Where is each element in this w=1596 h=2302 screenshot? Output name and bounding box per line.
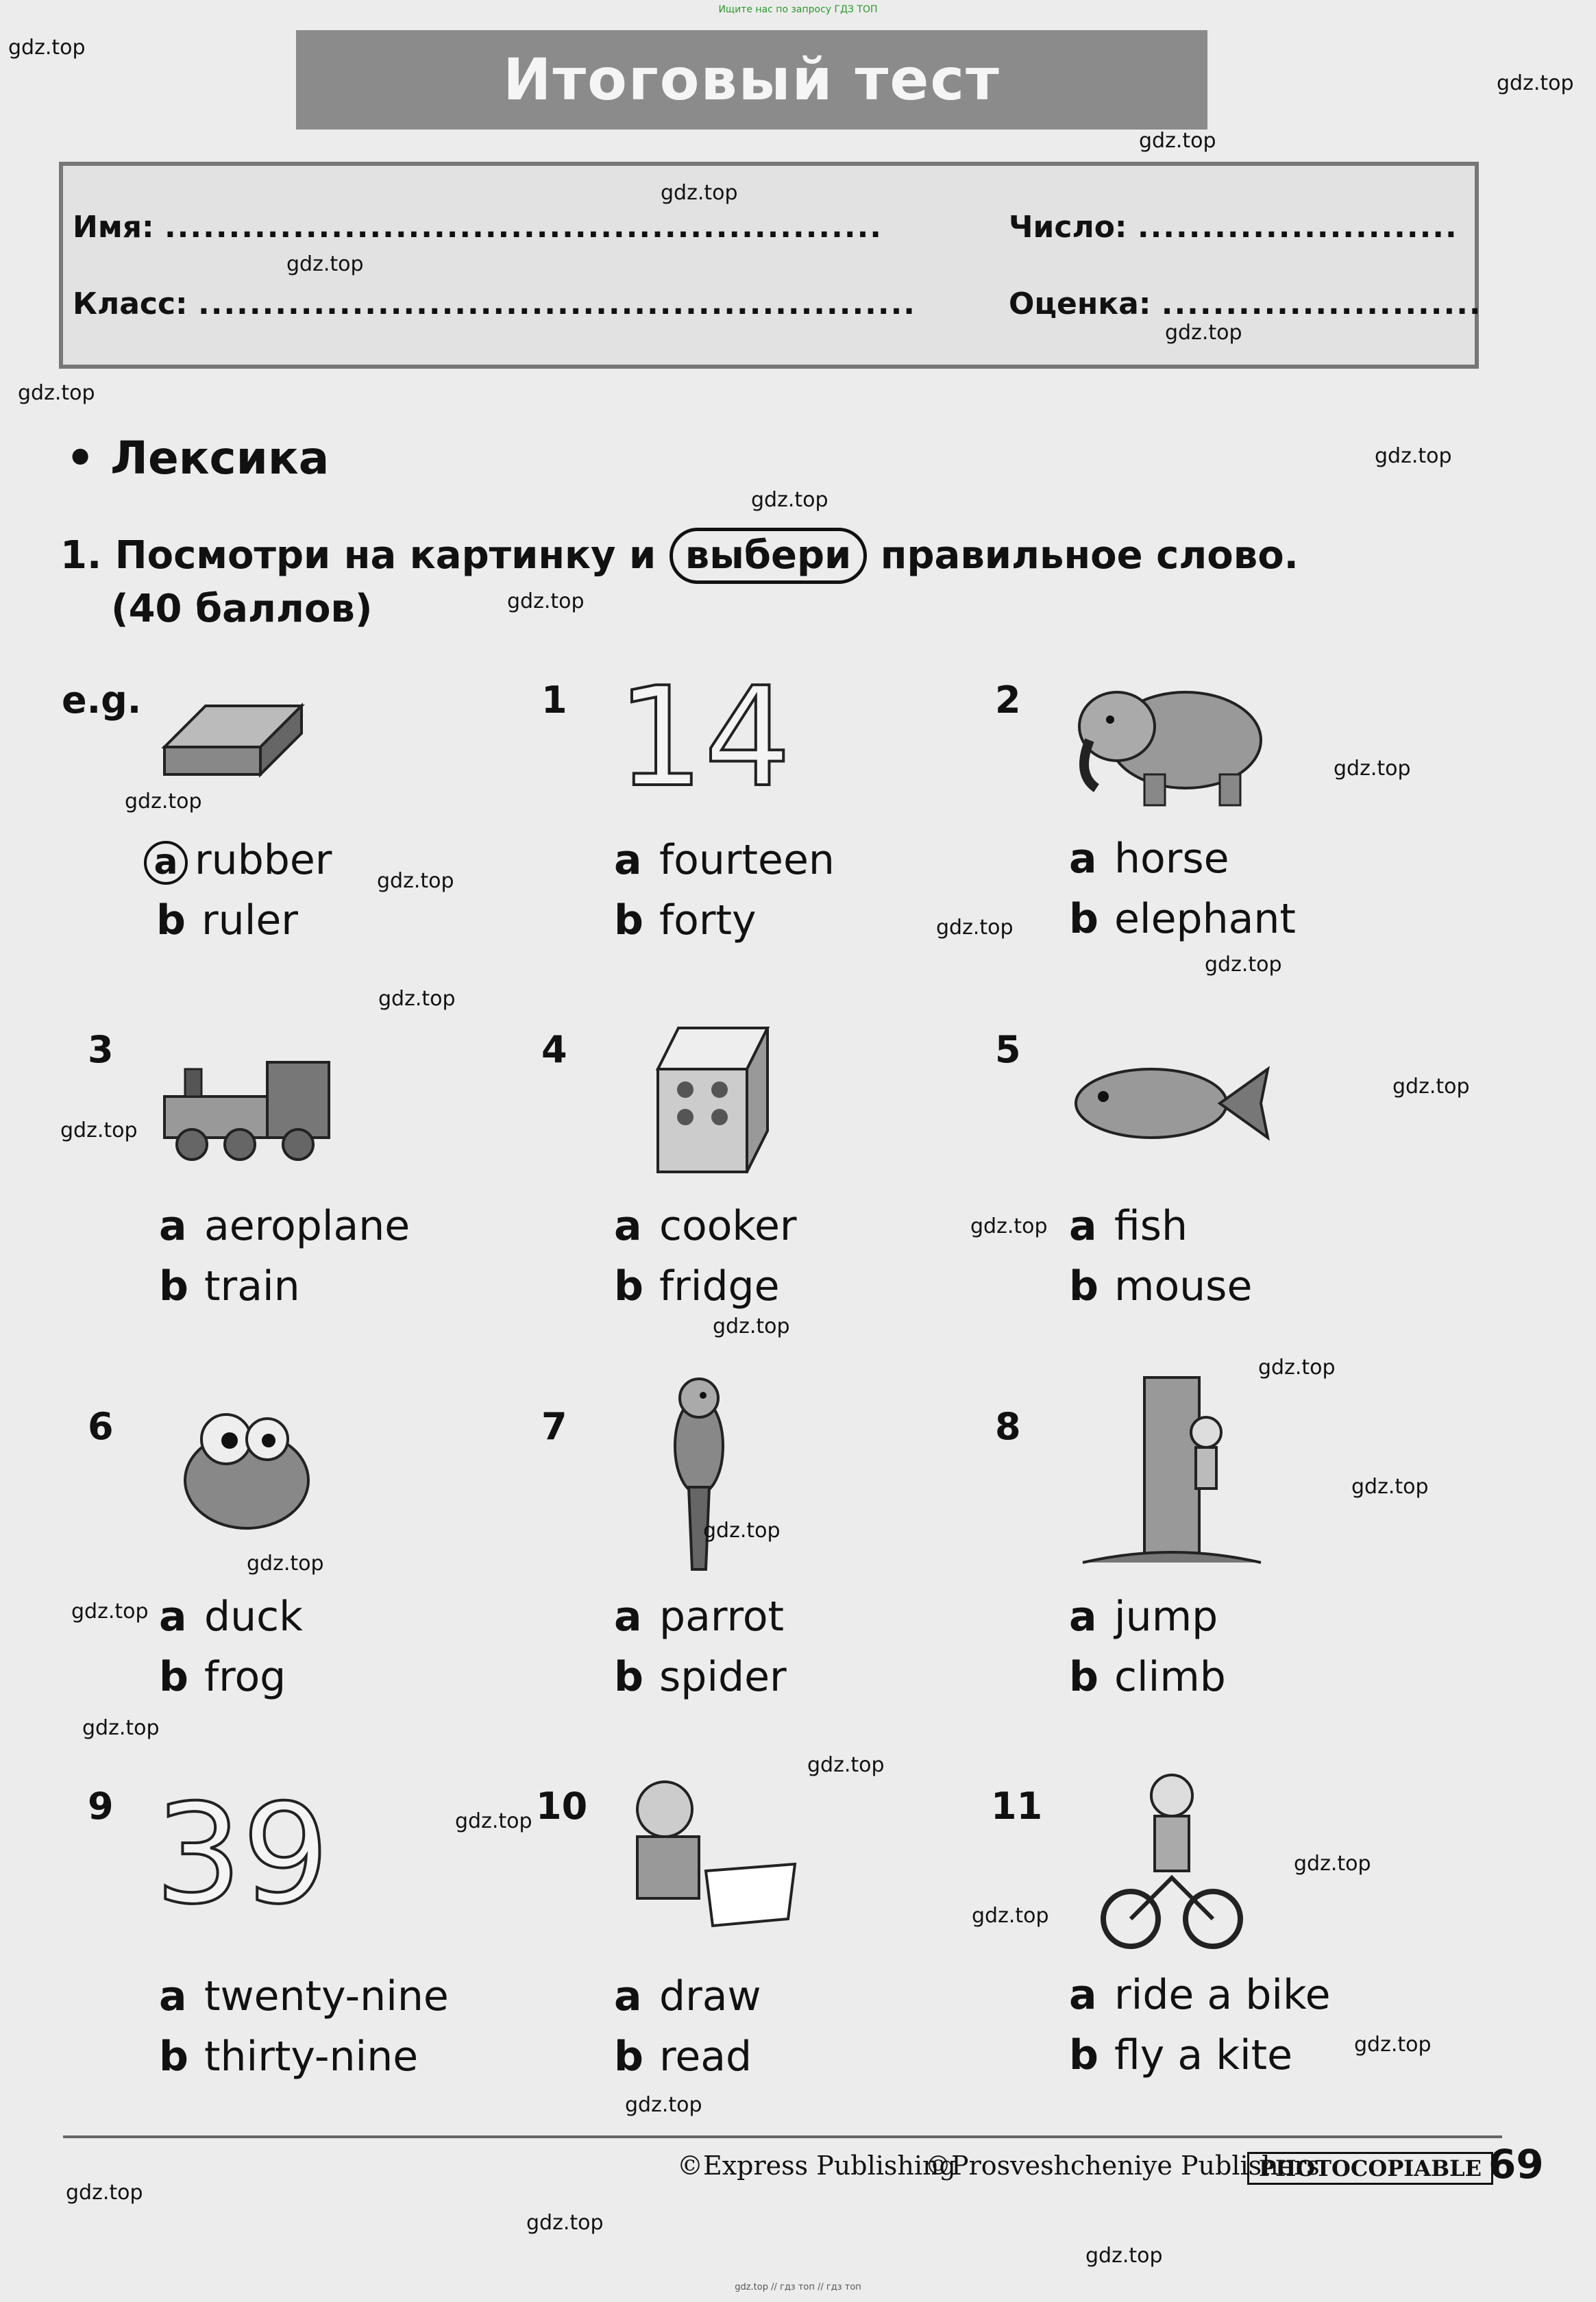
option-b [614, 1653, 787, 1701]
option-letter: b [614, 1262, 643, 1310]
option-letter: a [614, 1972, 642, 2020]
train-icon [151, 1049, 343, 1165]
watermark: gdz.top [1205, 953, 1282, 977]
option-letter: a [614, 1202, 642, 1250]
task-instruction [60, 528, 1299, 584]
option-b [159, 1653, 286, 1701]
option-a [614, 1593, 784, 1641]
option-word: fly a kite [1114, 2031, 1293, 2079]
option-b [614, 1262, 780, 1310]
date-dots: ......................... [1137, 210, 1458, 245]
frog-icon [171, 1398, 329, 1535]
watermark: gdz.top [1354, 2033, 1432, 2057]
top-banner: Ищите нас по запросу ГДЗ ТОП [718, 4, 878, 15]
option-letter: a [159, 1202, 187, 1250]
watermark: gdz.top [936, 916, 1014, 940]
option-b [159, 2033, 418, 2081]
number-image-14: 14 [617, 658, 791, 818]
name-field [73, 210, 883, 245]
page-title: Итоговый тест [296, 30, 1207, 130]
grade-field [1009, 286, 1482, 321]
watermark: gdz.top [703, 1519, 781, 1543]
option-b [614, 896, 757, 944]
parrot-icon [658, 1371, 740, 1576]
option-letter: b [156, 896, 186, 944]
option-b [156, 896, 298, 944]
option-word: thirty-nine [204, 2033, 419, 2081]
task-prefix: 1. Посмотри на картинку и [60, 533, 656, 578]
option-word: fish [1114, 1202, 1188, 1250]
item-number: 7 [541, 1405, 567, 1448]
option-word: parrot [659, 1593, 785, 1641]
option-b [614, 2033, 752, 2081]
option-letter: b [159, 2033, 188, 2081]
option-word: climb [1114, 1653, 1226, 1701]
option-word: spider [659, 1653, 787, 1701]
number-image-39: 39 [155, 1775, 330, 1935]
photocopiable-label: PHOTOCOPIABLE [1247, 2152, 1493, 2185]
option-a [159, 1972, 449, 2020]
option-word: frog [204, 1653, 286, 1701]
option-letter: b [1069, 895, 1098, 943]
option-word: jump [1114, 1593, 1218, 1641]
watermark: gdz.top [507, 589, 585, 613]
bike-girl-icon [1096, 1761, 1247, 1953]
option-letter: b [1069, 2031, 1098, 2079]
watermark: gdz.top [1334, 757, 1411, 781]
date-field [1009, 210, 1458, 245]
elephant-icon [1069, 672, 1268, 809]
watermark: gdz.top [18, 381, 95, 405]
option-letter: b [614, 896, 643, 944]
option-a [159, 1593, 303, 1641]
climbing-girl-icon [1069, 1371, 1275, 1569]
item-number: e.g. [62, 678, 142, 722]
name-dots: ........................................................ [164, 210, 883, 245]
option-letter: b [159, 1262, 188, 1310]
option-letter: a [1069, 1593, 1097, 1641]
bottom-banner: gdz.top // гдз топ // гдз топ [735, 2282, 861, 2292]
option-b [1069, 895, 1296, 943]
option-b [159, 1262, 300, 1310]
option-word: aeroplane [204, 1202, 410, 1250]
item-number: 2 [995, 678, 1021, 722]
item-number: 9 [88, 1785, 114, 1828]
option-word: twenty-nine [204, 1972, 449, 2020]
watermark: gdz.top [1139, 129, 1216, 153]
watermark: gdz.top [125, 789, 202, 813]
watermark: gdz.top [970, 1214, 1048, 1238]
watermark: gdz.top [972, 1904, 1049, 1928]
option-word: train [204, 1262, 300, 1310]
option-letter: a [1069, 1971, 1097, 2019]
watermark: gdz.top [286, 252, 364, 276]
grade-dots: ......................... [1161, 286, 1482, 321]
option-word: duck [204, 1593, 303, 1641]
option-a [144, 836, 332, 885]
option-letter: a [614, 1593, 642, 1641]
footer-divider [63, 2135, 1502, 2138]
publisher-express: ©Express Publishing [677, 2151, 956, 2181]
item-number: 8 [995, 1405, 1021, 1448]
option-word: forty [659, 896, 757, 944]
watermark: gdz.top [807, 1753, 885, 1777]
watermark: gdz.top [60, 1118, 138, 1142]
option-word: horse [1114, 835, 1229, 883]
watermark: gdz.top [378, 987, 456, 1011]
circled-answer: a [144, 841, 188, 885]
option-b [1069, 1653, 1226, 1701]
watermark: gdz.top [1294, 1852, 1371, 1876]
watermark: gdz.top [751, 488, 828, 512]
option-word: mouse [1114, 1262, 1253, 1310]
item-number: 4 [541, 1028, 567, 1071]
option-word: ruler [201, 896, 298, 944]
date-label: Число: [1009, 210, 1127, 245]
grade-label: Оценка: [1009, 286, 1151, 321]
option-a [614, 1202, 797, 1250]
option-letter: a [1069, 835, 1097, 883]
option-letter: b [614, 2033, 643, 2081]
task-points: (40 баллов) [111, 587, 373, 631]
option-a [1069, 835, 1229, 883]
task-suffix: правильное слово. [880, 533, 1299, 578]
section-title: • Лексика [66, 432, 330, 485]
cooker-icon [651, 1021, 774, 1179]
item-number: 10 [536, 1785, 588, 1828]
watermark: gdz.top [526, 2211, 604, 2235]
name-label: Имя: [73, 210, 154, 245]
option-a [614, 1972, 761, 2020]
option-word: cooker [659, 1202, 797, 1250]
watermark: gdz.top [1392, 1075, 1470, 1099]
watermark: gdz.top [713, 1314, 790, 1338]
student-info-box [59, 162, 1482, 369]
option-b [1069, 2031, 1292, 2079]
class-dots: ........................................................ [197, 286, 917, 321]
page-number: 69 [1488, 2141, 1544, 2188]
watermark: gdz.top [1351, 1475, 1429, 1499]
rubber-icon [151, 685, 315, 788]
watermark: gdz.top [1258, 1356, 1336, 1380]
option-a [614, 836, 835, 884]
option-word: elephant [1114, 895, 1296, 943]
watermark: gdz.top [71, 1600, 149, 1624]
option-letter: b [614, 1653, 643, 1701]
class-label: Класс: [73, 286, 188, 321]
task-circled-word: выбери [670, 528, 867, 584]
watermark: gdz.top [66, 2181, 143, 2205]
option-word: rubber [195, 836, 332, 884]
watermark: gdz.top [1165, 321, 1242, 345]
watermark: gdz.top [1375, 444, 1452, 468]
fish-icon [1069, 1049, 1275, 1158]
item-number: 1 [541, 678, 567, 722]
option-letter: b [1069, 1262, 1098, 1310]
option-letter: b [159, 1653, 188, 1701]
option-a [1069, 1971, 1331, 2019]
option-word: fridge [659, 1262, 780, 1310]
watermark: gdz.top [661, 181, 738, 205]
watermark: gdz.top [8, 36, 86, 60]
watermark: gdz.top [377, 869, 454, 893]
item-number: 5 [995, 1028, 1021, 1071]
item-number: 11 [991, 1785, 1043, 1828]
option-a [1069, 1593, 1218, 1641]
watermark: gdz.top [1085, 2244, 1163, 2268]
option-letter: b [1069, 1653, 1098, 1701]
option-letter: a [159, 1593, 187, 1641]
option-a [159, 1202, 410, 1250]
option-a [1069, 1202, 1188, 1250]
drawing-girl-icon [610, 1768, 802, 1933]
option-letter: a [1069, 1202, 1097, 1250]
publisher-prosveshcheniye: ©Prosveshcheniye Publishers [925, 2151, 1320, 2181]
watermark: gdz.top [1497, 71, 1574, 95]
option-word: fourteen [659, 836, 835, 884]
option-word: ride a bike [1114, 1971, 1331, 2019]
watermark: gdz.top [247, 1552, 324, 1576]
item-number: 3 [88, 1028, 114, 1071]
watermark: gdz.top [625, 2093, 702, 2117]
watermark: gdz.top [455, 1809, 532, 1833]
option-letter: a [159, 1972, 187, 2020]
option-word: read [659, 2033, 752, 2081]
option-word: draw [659, 1972, 761, 2020]
item-number: 6 [88, 1405, 114, 1448]
watermark: gdz.top [82, 1716, 160, 1740]
class-field [73, 286, 916, 321]
option-letter: a [614, 836, 642, 884]
option-b [1069, 1262, 1252, 1310]
